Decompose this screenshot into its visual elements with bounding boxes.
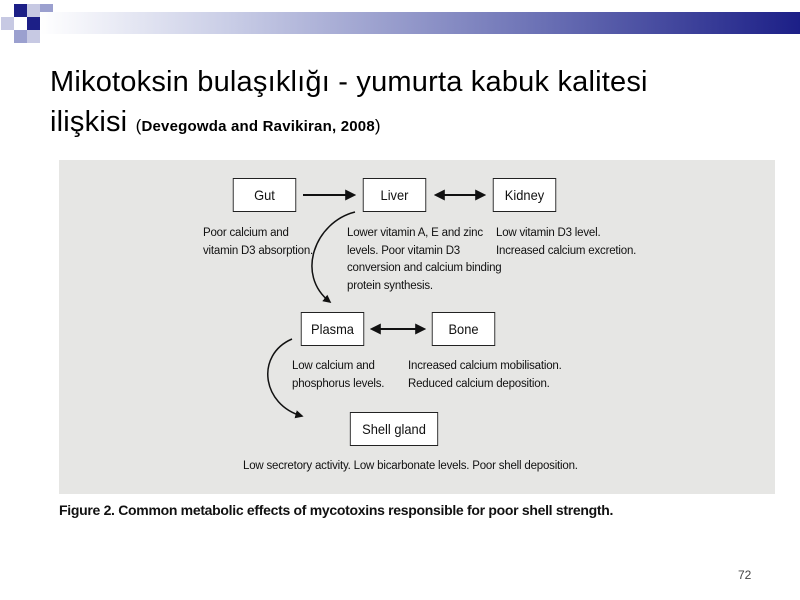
title-word: ilişkisi	[50, 106, 128, 138]
citation-close-paren: )	[374, 116, 381, 135]
note-gut	[203, 225, 313, 260]
note-liver	[347, 225, 501, 295]
note-line: Low vitamin D3 level.	[496, 227, 601, 239]
node-bone: Bone	[432, 312, 495, 346]
note-shell-gland	[243, 458, 578, 476]
node-kidney: Kidney	[493, 178, 556, 212]
note-bone	[408, 358, 562, 393]
note-plasma	[292, 358, 384, 393]
page-number: 72	[738, 568, 752, 582]
note-kidney	[496, 225, 636, 260]
citation: Devegowda and Ravikiran, 2008	[141, 118, 375, 135]
note-line: Increased calcium mobilisation.	[408, 360, 562, 372]
citation-open-paren: (	[135, 116, 142, 135]
node-liver: Liver	[363, 178, 426, 212]
title-line-1: Mikotoksin bulaşıklığı - yumurta kabuk kalitesi	[50, 66, 648, 98]
note-line: vitamin D3 absorption.	[203, 244, 314, 257]
figure-caption: Figure 2. Common metabolic effects of mycotoxins responsible for poor shell strength.	[59, 502, 614, 518]
node-plasma: Plasma	[301, 312, 364, 346]
node-gut: Gut	[233, 178, 296, 212]
note-line: Reduced calcium deposition.	[408, 377, 550, 390]
note-line: conversion and calcium binding	[347, 262, 502, 274]
note-line: Poor calcium and	[203, 227, 289, 239]
note-line: Lower vitamin A, E and zinc	[347, 227, 483, 239]
node-shell-gland: Shell gland	[350, 412, 438, 446]
note-line: Low calcium and	[292, 360, 375, 372]
note-line: Low secretory activity. Low bicarbonate levels. Poor shell deposition.	[243, 460, 578, 472]
note-line: levels. Poor vitamin D3	[347, 244, 460, 257]
note-line: protein synthesis.	[347, 279, 433, 292]
note-line: phosphorus levels.	[292, 377, 385, 390]
note-line: Increased calcium excretion.	[496, 244, 637, 257]
